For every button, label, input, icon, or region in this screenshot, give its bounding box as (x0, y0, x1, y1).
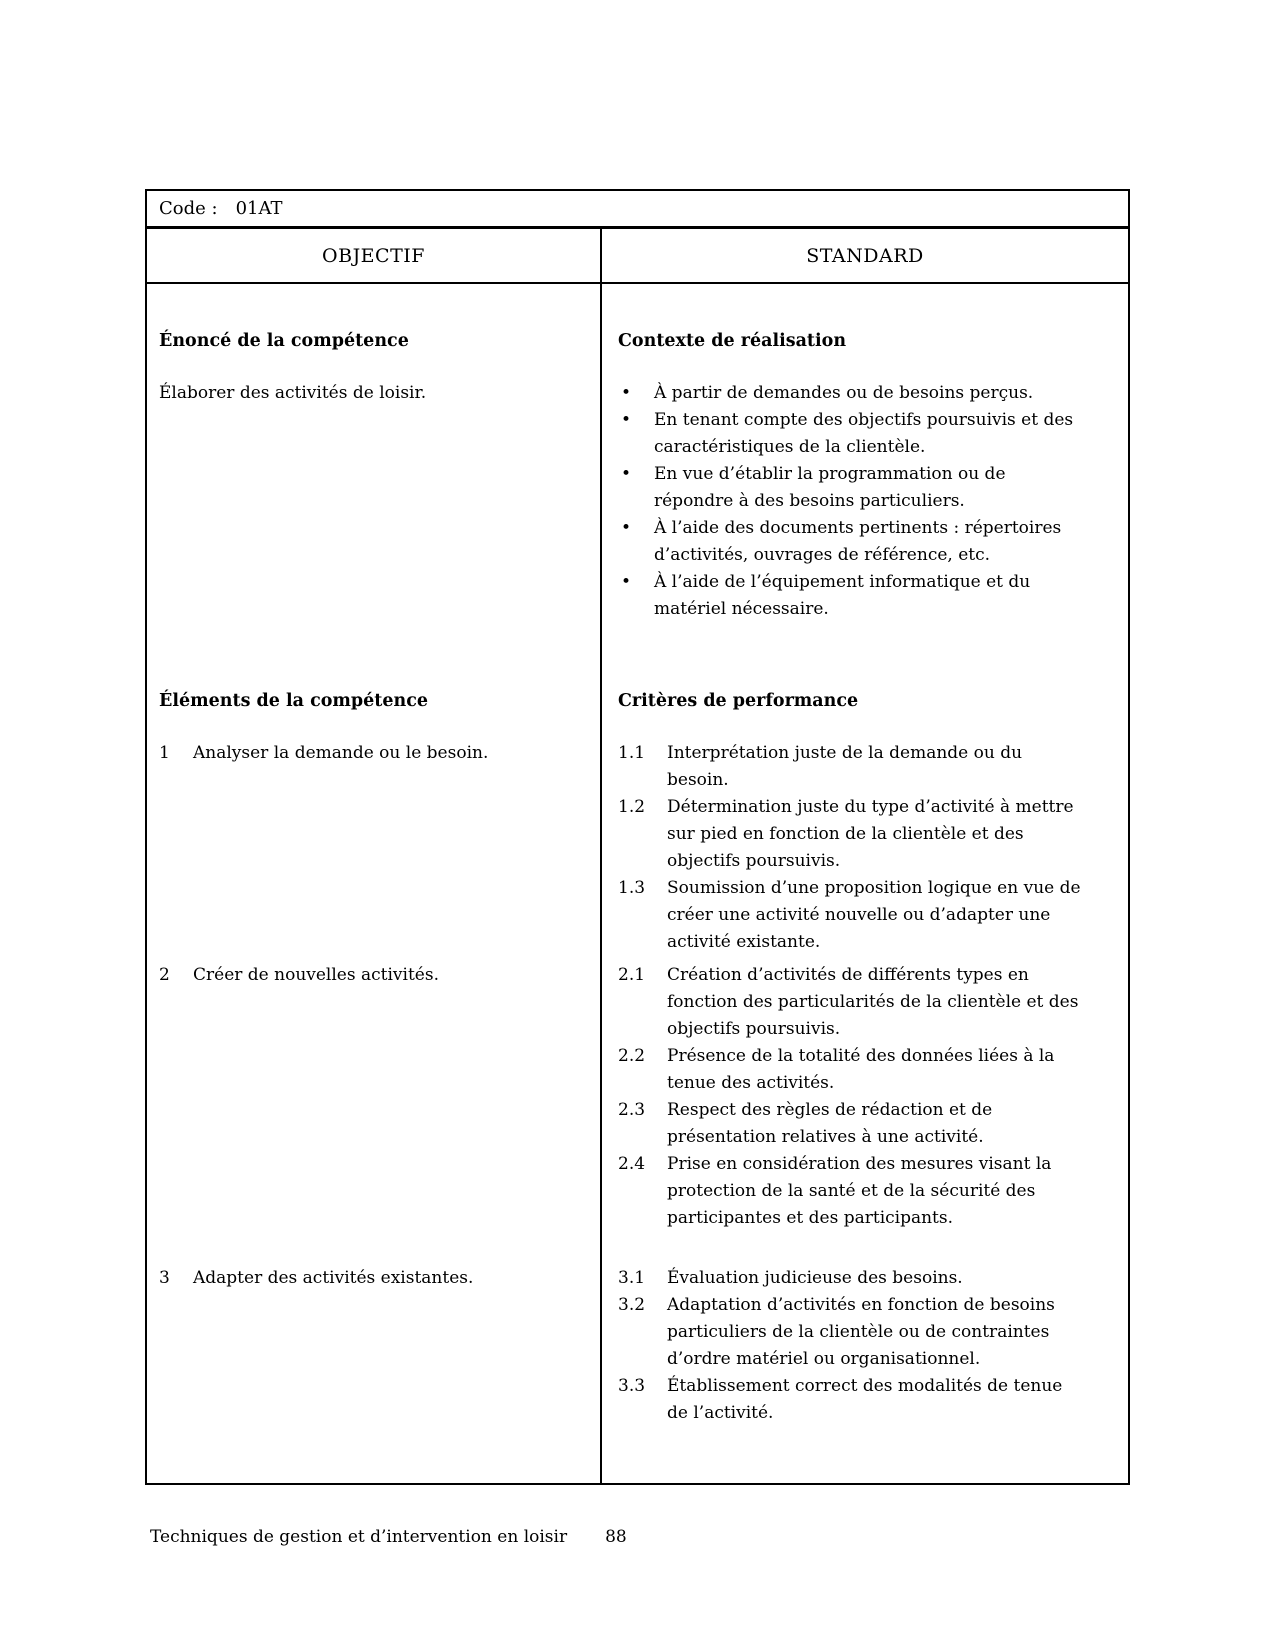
criteria-group-1 (618, 740, 1088, 956)
criteria-text: Adaptation d’activités en fonction de besoins particuliers de la clientèle ou de contraintes d’ordre matériel ou organisationnel. (667, 1295, 1055, 1369)
element-number: 3 (159, 1268, 170, 1288)
list-item (618, 407, 1088, 461)
code-row (147, 191, 1128, 229)
criteria-text: Interprétation juste de la demande ou du besoin. (667, 743, 1023, 790)
element-item (159, 962, 592, 989)
criteria-text: Détermination juste du type d’activité à mettre sur pied en fonction de la clientèle et des objectifs poursuivis. (667, 797, 1074, 871)
code-value: 01AT (235, 198, 283, 219)
criteria-number: 2.4 (618, 1154, 646, 1174)
criteria-group-3 (618, 1265, 1088, 1427)
header-objectif: OBJECTIF (147, 229, 602, 282)
header-standard: STANDARD (806, 244, 924, 267)
criteria-text: Établissement correct des modalités de tenue de l’activité. (667, 1376, 1063, 1423)
bullet-text: À l’aide de l’équipement informatique et du matériel nécessaire. (654, 572, 1031, 619)
enonce-text: Élaborer des activités de loisir. (159, 383, 427, 403)
criteria-item (618, 1151, 1088, 1232)
criteria-item (618, 794, 1088, 875)
element-text: Adapter des activités existantes. (193, 1268, 474, 1288)
criteria-text: Création d’activités de différents types en fonction des particularités de la clientèle et des objectifs poursuivis. (667, 965, 1079, 1039)
criteria-item (618, 1292, 1088, 1373)
element-item (159, 1265, 592, 1292)
criteria-number: 1.3 (618, 878, 646, 898)
list-item (618, 461, 1088, 515)
list-item (618, 380, 1088, 407)
criteria-text: Prise en considération des mesures visant la protection de la santé et de la sécurité des participantes et des participants. (667, 1154, 1052, 1228)
criteria-number: 3.2 (618, 1295, 646, 1315)
element-text: Créer de nouvelles activités. (193, 965, 439, 985)
criteria-number: 2.2 (618, 1046, 646, 1066)
table-body (147, 284, 1128, 1483)
element-item (159, 740, 592, 767)
criteria-number: 1.1 (618, 743, 646, 763)
criteres-heading: Critères de performance (618, 691, 859, 711)
criteria-text: Soumission d’une proposition logique en vue de créer une activité nouvelle ou d’adapter une activité existante. (667, 878, 1081, 952)
criteria-group-2 (618, 962, 1088, 1232)
criteria-number: 3.1 (618, 1268, 646, 1288)
criteria-text: Évaluation judicieuse des besoins. (667, 1268, 963, 1288)
bullet-icon: • (621, 572, 632, 592)
enonce-heading: Énoncé de la compétence (159, 331, 409, 351)
element-number: 1 (159, 743, 170, 763)
bullet-text: À l’aide des documents pertinents : répertoires d’activités, ouvrages de référence, etc. (654, 518, 1062, 565)
bullet-icon: • (621, 410, 632, 430)
criteria-item (618, 1373, 1088, 1427)
criteria-number: 2.3 (618, 1100, 646, 1120)
element-number: 2 (159, 965, 170, 985)
criteria-number: 1.2 (618, 797, 646, 817)
bullet-text: En vue d’établir la programmation ou de répondre à des besoins particuliers. (654, 464, 1006, 511)
bullet-icon: • (621, 464, 632, 484)
criteria-item (618, 740, 1088, 794)
bullet-text: À partir de demandes ou de besoins perçus. (654, 383, 1034, 403)
criteria-text: Respect des règles de rédaction et de présentation relatives à une activité. (667, 1100, 993, 1147)
list-item (618, 569, 1088, 623)
criteria-item (618, 875, 1088, 956)
bullet-icon: • (621, 383, 632, 403)
objectif-cell (147, 284, 602, 1483)
standard-cell (602, 284, 1128, 1483)
elements-heading: Éléments de la compétence (159, 691, 429, 711)
criteria-number: 3.3 (618, 1376, 646, 1396)
competency-table (145, 189, 1130, 1485)
page-footer (150, 1524, 627, 1551)
contexte-heading: Contexte de réalisation (618, 331, 847, 351)
criteria-item (618, 1265, 1088, 1292)
element-text: Analyser la demande ou le besoin. (193, 743, 489, 763)
contexte-bullet-list (618, 380, 1088, 623)
criteria-text: Présence de la totalité des données liées à la tenue des activités. (667, 1046, 1055, 1093)
criteria-item (618, 1043, 1088, 1097)
footer-page-number: 88 (605, 1527, 627, 1547)
bullet-text: En tenant compte des objectifs poursuivis et des caractéristiques de la clientèle. (654, 410, 1074, 457)
column-headers (147, 229, 1128, 284)
criteria-item (618, 962, 1088, 1043)
list-item (618, 515, 1088, 569)
bullet-icon: • (621, 518, 632, 538)
footer-text: Techniques de gestion et d’intervention en loisir (150, 1527, 568, 1547)
criteria-item (618, 1097, 1088, 1151)
criteria-number: 2.1 (618, 965, 646, 985)
code-label: Code : (159, 198, 218, 219)
